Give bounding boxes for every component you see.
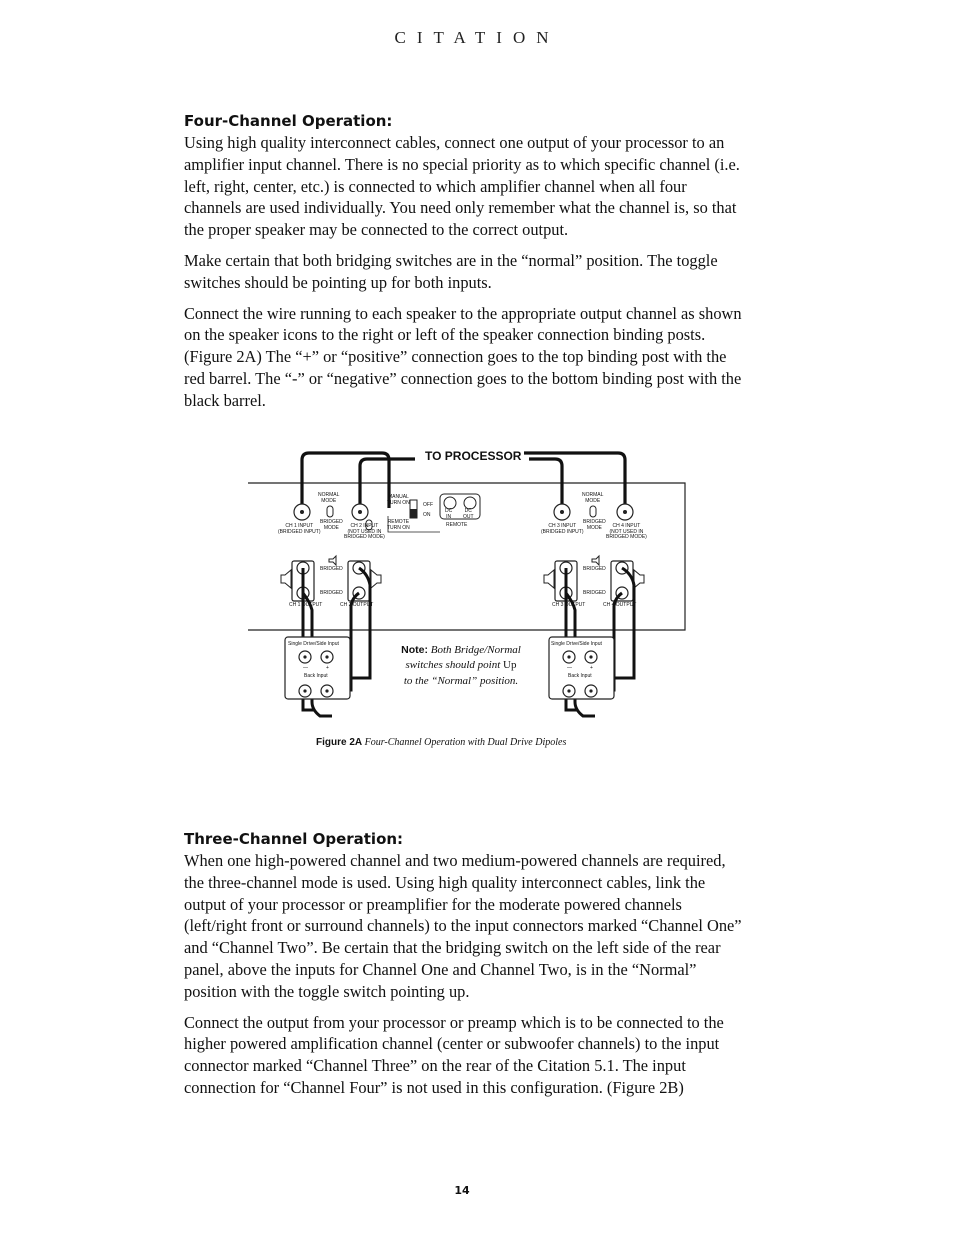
paragraph: Using high quality interconnect cables, connect one output of your processor to an amplifier input channel. There is no special priority as to which specific channel (i.e. left, right, center, etc.) is connected to which amplifier channel when all four channels are used individually. You need only remember what the channel is, so that the proper speaker may be connected to the correct output. <box>184 133 740 240</box>
bridged-mode-label: BRIDGED MODE <box>583 519 606 531</box>
processor-cable-right-2 <box>518 453 625 508</box>
note-text-end: to the “Normal” position. <box>403 674 519 687</box>
normal-mode-label: NORMAL MODE <box>318 492 340 504</box>
caption-label: Figure 2A <box>316 737 363 748</box>
figure-2a-diagram <box>240 440 700 760</box>
on-label: ON <box>423 512 431 518</box>
ch3-input-label: CH 3 INPUT (BRIDGED INPUT) <box>541 523 584 535</box>
normal-mode-label: NORMAL MODE <box>582 492 604 504</box>
back-input-label: Back Input <box>568 673 592 679</box>
ch1-output-label: CH 1 OUTPUT <box>289 602 323 608</box>
paragraph: Make certain that both bridging switches are in the “normal” position. The toggle switches should be pointing up for both inputs. <box>184 250 718 292</box>
three-channel-section <box>184 830 744 1108</box>
speaker-icon <box>281 570 291 588</box>
bridged-label: BRIDGED <box>320 566 343 572</box>
single-drive-label: Single Drive/Side Input <box>288 641 339 647</box>
wiring-diagram <box>240 440 700 740</box>
dc-out-label: DC OUT <box>463 508 474 520</box>
bridge-switch-left <box>327 506 333 517</box>
minus-label: — <box>303 665 308 671</box>
single-drive-label: Single Drive/Side Input <box>551 641 602 647</box>
dc-in-label: DC IN <box>445 508 453 520</box>
remote-label: REMOTE <box>446 522 468 528</box>
remote-turn-on-label: REMOTE TURN ON <box>387 519 410 531</box>
page-number: 14 <box>454 1184 470 1197</box>
note-label: Note: <box>401 644 428 656</box>
speaker-icon <box>544 570 554 588</box>
to-processor-label: TO PROCESSOR <box>422 449 524 463</box>
ch4-output-label: CH 4 OUTPUT <box>603 602 637 608</box>
bridged-mode-label: BRIDGED MODE <box>320 519 343 531</box>
bridged-label: BRIDGED <box>583 590 606 596</box>
minus-label: — <box>567 665 572 671</box>
bridge-note <box>400 643 522 689</box>
paragraph: Connect the output from your processor or preamp which is to be connected to the higher powered amplification channel (center or subwoofer channels) to the input connector marked “Channel Three” on the rear of the Citation 5.1. The input connection for “Channel Four” is not used in this configuration. (Figure 2B) <box>184 1012 724 1097</box>
plus-label: + <box>326 665 329 671</box>
ch4-input-label: CH 4 INPUT (NOT USED IN BRIDGED MODE) <box>606 523 647 540</box>
note-up: Up <box>503 659 517 672</box>
paragraph: When one high-powered channel and two medium-powered channels are required, the three-channel mode is used. Using high quality interconnect cables, link the output of your processor or preamplifier for the moderate powered channels (left/right front or surround channels) to the input connectors marked “Channel One” and “Channel Two”. Be certain that the bridging switch on the left side of the rear panel, above the inputs for Channel One and Channel Two, is in the “Normal” position with the toggle switch pointing up. <box>184 851 742 1001</box>
bridged-label: BRIDGED <box>583 566 606 572</box>
ch3-output-label: CH 3 OUTPUT <box>552 602 586 608</box>
plus-label: + <box>590 665 593 671</box>
off-label: OFF <box>423 502 433 508</box>
note-text: Both Bridge/Normal switches should point <box>405 644 521 672</box>
bridge-switch-right <box>590 506 596 517</box>
back-input-label: Back Input <box>304 673 328 679</box>
brand-header: CITATION <box>394 28 560 47</box>
paragraph: Connect the wire running to each speaker to the appropriate output channel as shown on the speaker icons to the right or left of the speaker connection binding posts. (Figure 2A) The “+” or “positive” connection goes to the top binding post with the red barrel. The “-” or “negative” connection goes to the bottom binding post with the black barrel. <box>184 303 742 410</box>
ch2-input-label: CH 2 INPUT (NOT USED IN BRIDGED MODE) <box>344 523 385 540</box>
bridged-label: BRIDGED <box>320 590 343 596</box>
section-heading: Three-Channel Operation: <box>184 830 404 848</box>
ch1-input-label: CH 1 INPUT (BRIDGED INPUT) <box>278 523 321 535</box>
figure-caption <box>316 737 716 748</box>
four-channel-section <box>184 112 744 421</box>
speaker-icon <box>371 570 381 588</box>
caption-text: Four-Channel Operation with Dual Drive Dipoles <box>364 737 567 748</box>
ch2-output-label: CH 2 OUTPUT <box>340 602 374 608</box>
section-heading: Four-Channel Operation: <box>184 112 393 130</box>
manual-turn-on-label: MANUAL TURN ON <box>387 494 410 506</box>
processor-cable-left-1 <box>302 453 389 508</box>
